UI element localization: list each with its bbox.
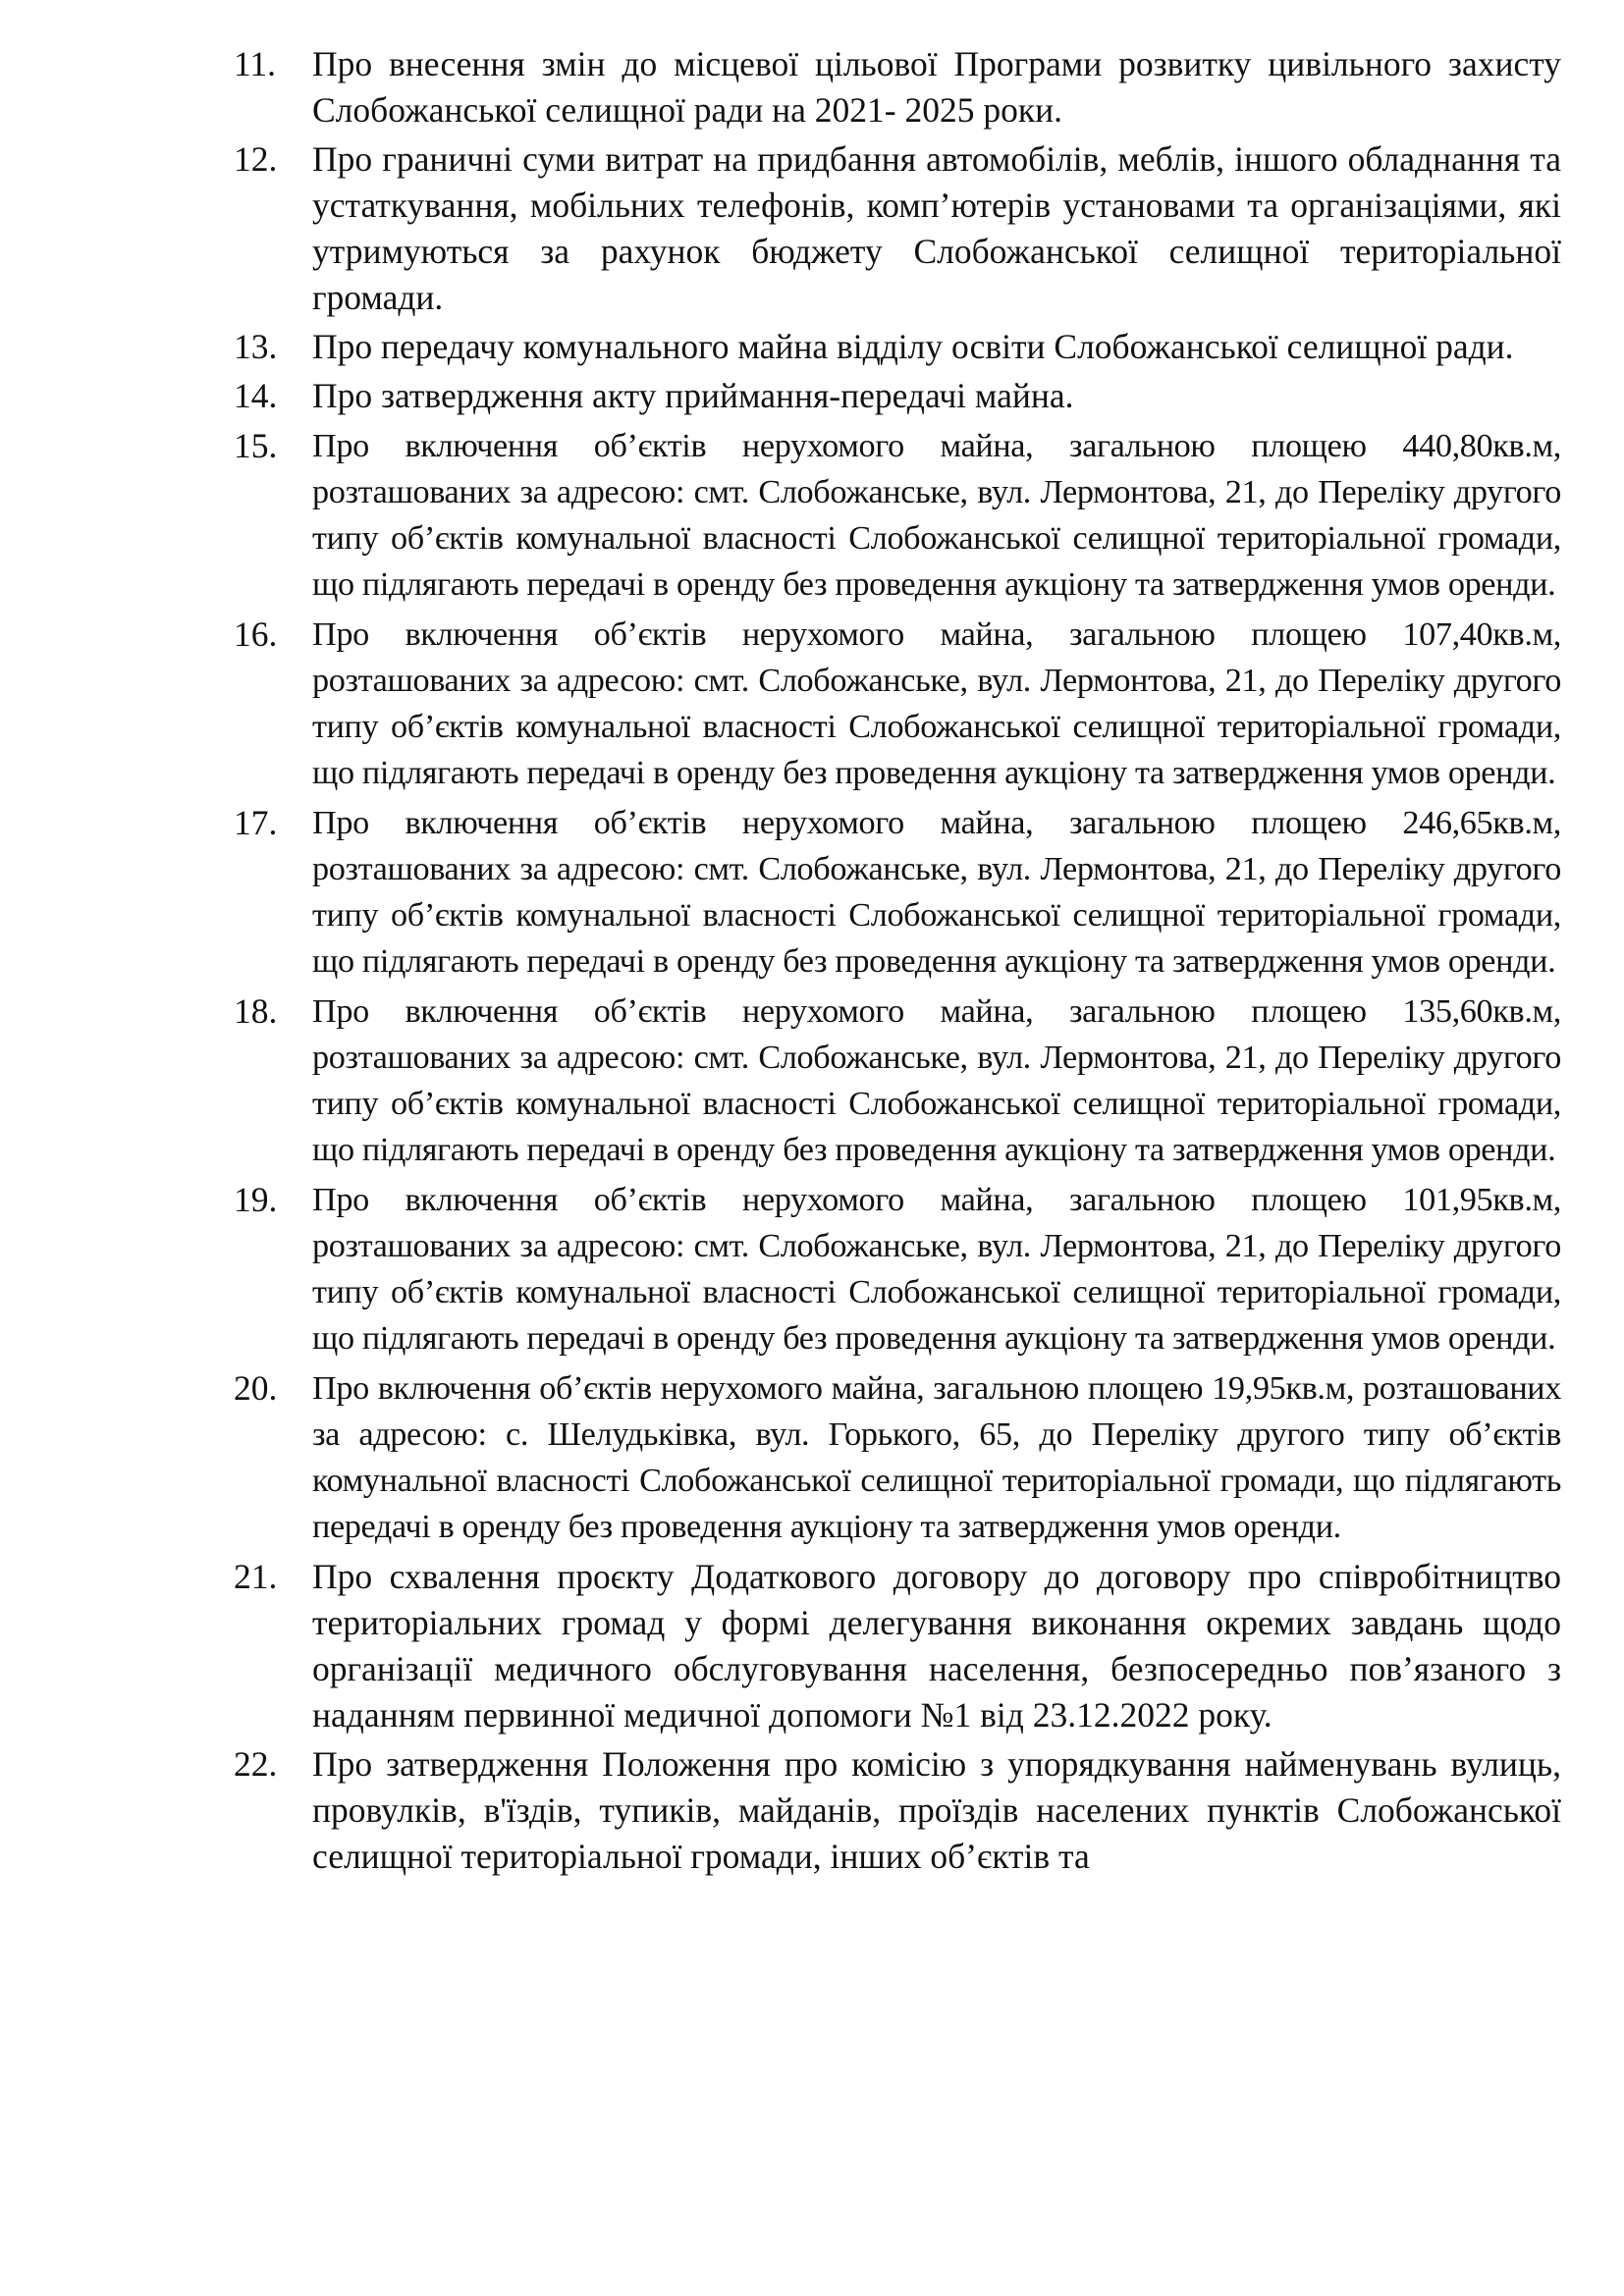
- agenda-item-number: 14.: [234, 376, 278, 415]
- agenda-item-number: 19.: [234, 1180, 278, 1219]
- agenda-item-text: Про включення об’єктів нерухомого майна, загальною площею 19,95кв.м, розташованих за адресою: с. Шелудьківка, вул. Горького, 65, до Переліку другого типу об’єктів комунальної власності Слобожанської селищної територіальної громади, що підлягають передачі в оренду без проведення аукціону та затвердження умов оренди.: [312, 1370, 1561, 1545]
- agenda-list: [234, 41, 1561, 1880]
- agenda-item-number: 16.: [234, 614, 278, 654]
- agenda-item-18: [234, 988, 1561, 1173]
- agenda-item-text: Про схвалення проєкту Додаткового договору до договору про співробітництво територіальних громад у формі делегування виконання окремих завдань щодо організації медичного обслуговування населення, безпосередньо пов’язаного з наданням первинної медичної допомоги №1 від 23.12.2022 року.: [312, 1557, 1561, 1735]
- agenda-item-number: 13.: [234, 327, 278, 366]
- agenda-item-number: 17.: [234, 803, 278, 842]
- agenda-item-number: 21.: [234, 1557, 278, 1596]
- agenda-item-20: [234, 1365, 1561, 1550]
- agenda-item-number: 11.: [234, 44, 277, 83]
- agenda-item-17: [234, 800, 1561, 985]
- agenda-item-11: [234, 41, 1561, 133]
- agenda-item-12: [234, 136, 1561, 321]
- agenda-item-16: [234, 612, 1561, 796]
- agenda-item-number: 15.: [234, 426, 278, 465]
- agenda-item-text: Про затвердження Положення про комісію з упорядкування найменувань вулиць, провулків, в'їздів, тупиків, майданів, проїздів населених пунктів Слобожанської селищної територіальної громади, інших об’єктів та: [312, 1744, 1561, 1876]
- agenda-item-text: Про включення об’єктів нерухомого майна, загальною площею 101,95кв.м, розташованих за адресою: смт. Слобожанське, вул. Лермонтова, 21, до Переліку другого типу об’єктів комунальної власності Слобожанської селищної територіальної громади, що підлягають передачі в оренду без проведення аукціону та затвердження умов оренди.: [312, 1182, 1561, 1357]
- agenda-item-15: [234, 423, 1561, 608]
- agenda-item-13: [234, 324, 1561, 370]
- agenda-item-text: Про включення об’єктів нерухомого майна, загальною площею 135,60кв.м, розташованих за адресою: смт. Слобожанське, вул. Лермонтова, 21, до Переліку другого типу об’єктів комунальної власності Слобожанської селищної територіальної громади, що підлягають передачі в оренду без проведення аукціону та затвердження умов оренди.: [312, 993, 1561, 1168]
- agenda-item-text: Про включення об’єктів нерухомого майна, загальною площею 246,65кв.м, розташованих за адресою: смт. Слобожанське, вул. Лермонтова, 21, до Переліку другого типу об’єктів комунальної власності Слобожанської селищної територіальної громади, що підлягають передачі в оренду без проведення аукціону та затвердження умов оренди.: [312, 805, 1561, 980]
- agenda-item-text: Про включення об’єктів нерухомого майна, загальною площею 440,80кв.м, розташованих за адресою: смт. Слобожанське, вул. Лермонтова, 21, до Переліку другого типу об’єктів комунальної власності Слобожанської селищної територіальної громади, що підлягають передачі в оренду без проведення аукціону та затвердження умов оренди.: [312, 428, 1561, 603]
- agenda-item-number: 12.: [234, 139, 278, 179]
- agenda-item-21: [234, 1554, 1561, 1738]
- agenda-item-number: 20.: [234, 1368, 278, 1408]
- agenda-item-text: Про внесення змін до місцевої цільової Програми розвитку цивільного захисту Слобожанської селищної ради на 2021- 2025 роки.: [312, 44, 1561, 130]
- agenda-item-number: 22.: [234, 1744, 278, 1784]
- agenda-item-22: [234, 1741, 1561, 1880]
- agenda-item-19: [234, 1177, 1561, 1362]
- agenda-item-text: Про передачу комунального майна відділу освіти Слобожанської селищної ради.: [312, 327, 1514, 366]
- agenda-item-number: 18.: [234, 991, 278, 1031]
- agenda-item-text: Про граничні суми витрат на придбання автомобілів, меблів, іншого обладнання та устаткування, мобільних телефонів, комп’ютерів установами та організаціями, які утримуються за рахунок бюджету Слобожанської селищної територіальної громади.: [312, 139, 1561, 317]
- agenda-item-text: Про затвердження акту приймання-передачі майна.: [312, 376, 1074, 415]
- agenda-item-text: Про включення об’єктів нерухомого майна, загальною площею 107,40кв.м, розташованих за адресою: смт. Слобожанське, вул. Лермонтова, 21, до Переліку другого типу об’єктів комунальної власності Слобожанської селищної територіальної громади, що підлягають передачі в оренду без проведення аукціону та затвердження умов оренди.: [312, 616, 1561, 791]
- agenda-item-14: [234, 373, 1561, 419]
